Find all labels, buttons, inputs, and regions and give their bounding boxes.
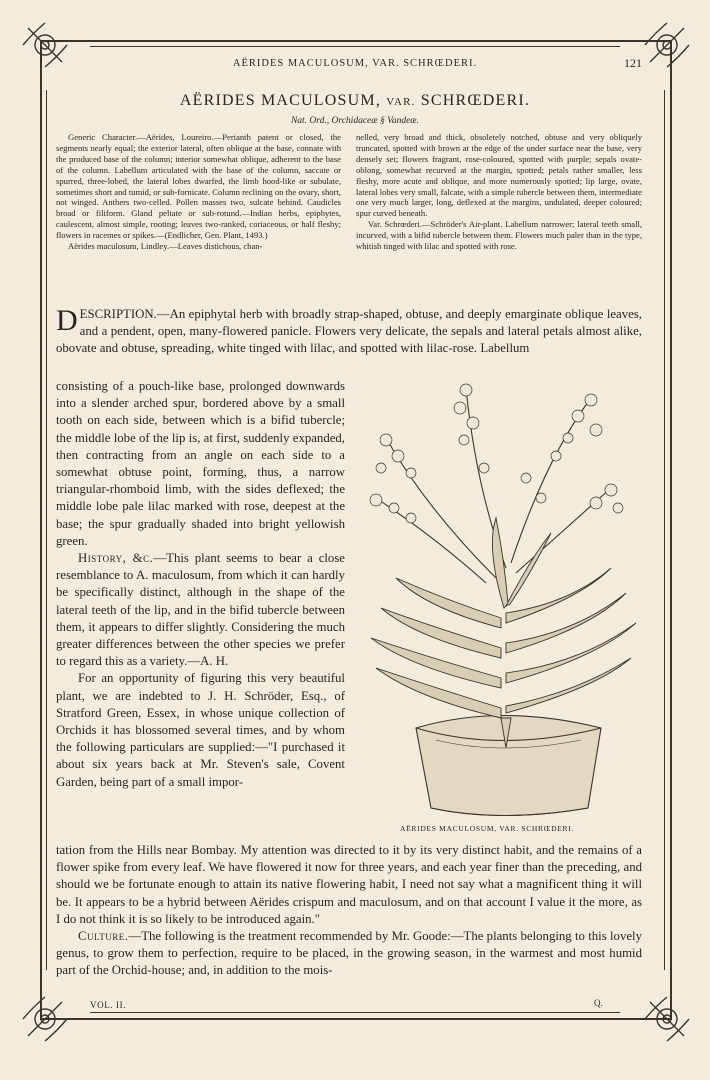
- culture-text: —The following is the treatment recommended by Mr. Goode:—The plants belonging to this lovely genus, to grow them to perfection, require to be placed, in the growing season, in the warmest and most humid part of the Orchid-house; and, in addition to the mois-: [56, 929, 642, 978]
- generic-character-right-column: [356, 132, 642, 252]
- frame-right-inner: [664, 90, 665, 970]
- corner-ornament-icon: [640, 992, 694, 1046]
- corner-ornament-icon: [18, 992, 72, 1046]
- title-main: AËRIDES MACULOSUM,: [179, 92, 382, 109]
- figure-caption: AËRIDES MACULOSUM, VAR. SCHRŒDERI.: [400, 824, 574, 833]
- opportunity-text-full: tation from the Hills near Bombay. My attention was directed to it by its very distinct habit, and the remains of a flower spike from every leaf. We have flowered it now for three years, and each year finer than the preceding, and should we be fortunate enough to attain its native flowering habit, I need not say what a magnificent thing it will be. It appears to be a hybrid between Aërides crispum and maculosum, and on that account I value it the more, as I do not think it is so likely to be introduced again.": [56, 843, 642, 926]
- frame-right: [670, 40, 672, 1020]
- page-number: 121: [624, 56, 642, 70]
- description-text-narrow: consisting of a pouch-like base, prolonged downwards into a slender arched spur, bordered above by a small tooth on each side, between which is a bifid tubercle; the middle lobe of the lip is, at first, suddenly expanded, then contracting from an angle on each side to a somewhat obtuse point, forming, thus, a narrow triangular-rhomboid limb, with the sides deflexed; the middle lobe pale lilac marked with rose, deepest at the base; the spur gradually shaded into bright yellowish green.: [56, 379, 345, 548]
- frame-left: [40, 40, 42, 1020]
- species-paragraph-continued: nelled, very broad and thick, obsoletely notched, obtuse and very obliquely truncated, spotted with brown at the edge of the under surface near the base, very densely set; flowers fragrant, rose-coloured, spotted with purple; sepals ovate-oblong, somewhat recurved at the margin, spotted; petals rather smaller, less fleshy, more acute and oblique, and more numerously spotted; lip large, ovate, lateral lobes very small, falcate, with a simple tubercle between them, intermediate one very much larger, long, deflexed at the margins, undulated, deeper coloured; spur curved beneath.: [356, 132, 642, 219]
- culture-label: Culture.: [78, 929, 129, 944]
- title-var: VAR.: [386, 96, 416, 108]
- description-full-width: [56, 306, 642, 358]
- variety-paragraph: Var. Schrœderi.—Schröder's Air-plant. Labellum narrower; lateral teeth small, incurved, with a bifid tubercle between them. Flowers much paler than in the type, whitish tinged with lilac and spotted with rose.: [356, 219, 642, 252]
- history-text: —This plant seems to bear a close resemblance to A. maculosum, from which it can hardly be specifically distinct, although in the shape of the lateral teeth of the lip, and in the bifid tubercle between them, it appears to differ slightly. Considering the much greater differences between the other species we prefer to regard this as a variety.—A. H.: [56, 551, 345, 669]
- signature-mark: Q.: [594, 998, 603, 1008]
- orchid-plant-illustration-icon: [356, 368, 646, 818]
- full-width-continuation: [56, 842, 642, 980]
- generic-character-paragraph: Generic Character.—Aërides, Loureiro.—Perianth patent or closed, the segments nearly equal; the exterior lateral, often oblique at the base, connate with the produced base of the column; interior somewhat oblique, adherent to the base of the column. Labellum articulated with the base of the column, saccate or spurred, three-lobed, the lateral lobes dwarfed, the limb hood-like or subulate, sometimes short and tumid, or sub-fornicate. Column reclining on the ovary, short, not winged. Anthers two-celled. Pollen masses two, sulcate behind. Caudicles broad or filiform. Gland peltate or sub-rotund.—Indian herbs, epiphytes, caulescent, almost simple, rooting; leaves two-ranked, coriaceous, or half fleshy; flowers in racemes or spikes.—(Endlicher, Gen. Plant, 1493.): [56, 132, 341, 241]
- frame-bottom-inner: [90, 1012, 620, 1013]
- article-title: [0, 92, 710, 110]
- running-title: AËRIDES MACULOSUM, VAR. SCHRŒDERI.: [232, 58, 478, 69]
- title-name: SCHRŒDERI.: [420, 92, 531, 109]
- history-label: History, &c.: [78, 551, 154, 566]
- volume-label: VOL. II.: [90, 1000, 127, 1010]
- species-paragraph-start: Aërides maculosum, Lindley.—Leaves distichous, chan-: [68, 241, 263, 252]
- description-text-start: ESCRIPTION.—An epiphytal herb with broadly strap-shaped, obtuse, and deeply emarginate oblique leaves, and a pendent, open, many-flowered panicle. Flowers very delicate, the sepals and lateral petals almost alike, obovate and obtuse, spreading, white tinged with lilac, and spotted with lilac-rose. Labellum: [56, 307, 642, 356]
- frame-top: [40, 40, 672, 42]
- dropcap: D: [56, 304, 78, 337]
- generic-character-left-column: [56, 132, 341, 252]
- opportunity-text-narrow: For an opportunity of figuring this very beautiful plant, we are indebted to J. H. Schröder, Esq., of Stratford Green, Essex, in whose unique collection of Orchids it has blossomed several times, and by whom the following particulars are supplied:—"I purchased it about six years back at Mr. Steven's sale, Covent Garden, being part of a small impor-: [56, 671, 345, 789]
- frame-top-inner: [90, 46, 620, 47]
- frame-left-inner: [46, 90, 47, 970]
- narrow-column: [56, 378, 345, 791]
- natural-order: Nat. Ord., Orchidaceæ § Vandeæ.: [290, 116, 420, 126]
- frame-bottom: [40, 1018, 672, 1020]
